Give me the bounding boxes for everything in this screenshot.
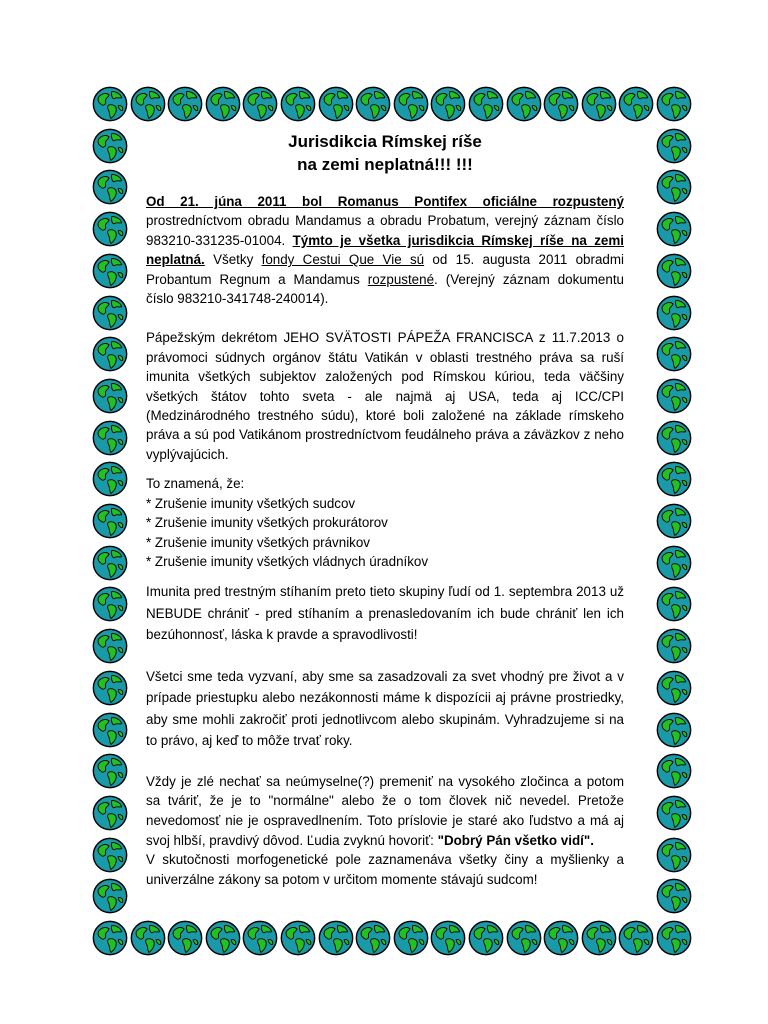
globe-icon	[318, 86, 354, 122]
globe-icon	[130, 920, 166, 956]
globe-icon	[355, 86, 391, 122]
globe-icon	[656, 378, 692, 414]
globe-icon	[656, 211, 692, 247]
morphogenetic-text: V skutočnosti morfogenetické pole zaznamenáva všetky činy a myšlienky a univerzálne zákony sa potom v určitom momente stávajú sudcom!	[146, 852, 624, 887]
globe-icon	[318, 920, 354, 956]
globe-icon	[430, 920, 466, 956]
funds-cestui-que-vie: fondy Cestui Que Vie sú	[261, 252, 425, 268]
globe-icon	[242, 86, 278, 122]
globe-icon	[506, 86, 542, 122]
globe-icon	[92, 920, 128, 956]
list-intro: To znamená, že:	[146, 476, 245, 492]
globe-icon	[656, 837, 692, 873]
paragraph-immunity: Imunita pred trestným stíhaním preto tieto skupiny ľudí od 1. septembra 2013 už NEBUDE chrániť - pred stíhaním a prenasledovaním ich bude chrániť len ich bezúhonnosť, láska k pravde a spravodlivosti!	[146, 584, 624, 643]
globe-icon	[92, 586, 128, 622]
globe-icon	[205, 920, 241, 956]
globe-icon	[92, 712, 128, 748]
globe-icon	[618, 86, 654, 122]
ritual-record-text: prostredníctvom obradu Mandamus a obradu Probatum, verejný záznam číslo 983210-331235-01004.	[146, 213, 624, 248]
paragraph-dissolution	[146, 192, 624, 308]
dissolved-word: rozpustené	[367, 271, 435, 287]
globe-icon	[618, 920, 654, 956]
globe-icon	[393, 920, 429, 956]
globe-icon	[543, 86, 579, 122]
list-item: * Zrušenie imunity všetkých prokurátorov	[146, 515, 388, 531]
globe-icon	[656, 628, 692, 664]
title-line-2: na zemi neplatná!!! !!!	[297, 155, 473, 174]
globe-icon	[167, 920, 203, 956]
globe-icon	[280, 920, 316, 956]
globe-icon	[656, 795, 692, 831]
globe-icon	[130, 86, 166, 122]
globe-icon	[92, 461, 128, 497]
globe-icon	[656, 503, 692, 539]
globe-icon	[92, 878, 128, 914]
globe-icon	[656, 169, 692, 205]
paragraph-papal-decree: Pápežským dekrétom JEHO SVÄTOSTI PÁPEŽA FRANCISCA z 11.7.2013 o právomoci súdnych orgánov štátu Vatikán v oblasti trestného práva sa ruší imunita všetkých subjektov založených pod Rímskou kúriou, teda väčšiny všetkých štátov tohto sveta - ale najmä aj USA, teda aj ICC/CPI (Medzinárodného trestného súdu), ktoré boli založené na základe rímskeho práva a sú pod Vatikánom prostredníctvom feudálneho práva a záväzkov z neho vyplývajúcich.	[146, 330, 624, 462]
globe-icon	[506, 920, 542, 956]
list-item: * Zrušenie imunity všetkých vládnych úradníkov	[146, 553, 429, 569]
globe-icon	[92, 295, 128, 331]
globe-icon	[92, 378, 128, 414]
globe-icon	[656, 545, 692, 581]
globe-icon	[92, 795, 128, 831]
globe-icon	[656, 878, 692, 914]
document-body	[146, 130, 624, 889]
globe-icon	[430, 86, 466, 122]
document-title	[146, 130, 624, 176]
dissolution-statement: Od 21. júna 2011 bol Romanus Pontifex oficiálne rozpustený	[146, 194, 624, 209]
globe-icon	[656, 753, 692, 789]
globe-icon	[468, 86, 504, 122]
globe-icon	[242, 920, 278, 956]
globe-icon	[656, 253, 692, 289]
globe-icon	[656, 86, 692, 122]
globe-icon	[92, 169, 128, 205]
globe-icon	[280, 86, 316, 122]
saying-quote: "Dobrý Pán všetko vidí".	[437, 832, 594, 848]
globe-icon	[656, 670, 692, 706]
immunity-list	[146, 474, 624, 571]
globe-icon	[92, 211, 128, 247]
globe-icon	[581, 920, 617, 956]
globe-icon	[92, 503, 128, 539]
globe-icon	[581, 86, 617, 122]
globe-icon	[92, 420, 128, 456]
globe-icon	[92, 336, 128, 372]
ignorance-text: Vždy je zlé nechať sa neúmyselne(?) premeniť na vysokého zločinca a potom sa tváriť, že je to "normálne" alebo že o tom človek nič nevedel. Pretože nevedomosť nie je ospravedlnením. Toto príslovie je staré ako ľudstvo a má aj svoj hlbší, pravdivý dôvod. Ľudia zvyknú hovoriť:	[146, 773, 624, 848]
globe-icon	[355, 920, 391, 956]
globe-icon	[656, 128, 692, 164]
globe-icon	[656, 586, 692, 622]
title-line-1: Jurisdikcia Rímskej ríše	[288, 132, 482, 151]
globe-icon	[205, 86, 241, 122]
list-item: * Zrušenie imunity všetkých právnikov	[146, 534, 371, 550]
globe-icon	[92, 86, 128, 122]
globe-icon	[656, 461, 692, 497]
globe-icon	[92, 670, 128, 706]
globe-icon	[92, 545, 128, 581]
globe-icon	[468, 920, 504, 956]
globe-icon	[656, 295, 692, 331]
paragraph-call-to-action: Všetci sme teda vyzvaní, aby sme sa zasadzovali za svet vhodný pre život a v prípade priestupku alebo nezákonnosti máme k dispozícii aj právne prostriedky, aby sme mohli zakročiť proti jednotlivcom alebo skupinám. Vyhradzujeme si na to právo, aj keď to môže trvať roky.	[146, 668, 624, 749]
jurisdiction-void-statement: Týmto je všetka jurisdikcia Rímskej ríše na zemi neplatná.	[146, 232, 624, 268]
globe-icon	[656, 920, 692, 956]
globe-icon	[92, 628, 128, 664]
funds-text-prefix: Všetky	[204, 252, 262, 268]
globe-icon	[393, 86, 429, 122]
globe-icon	[543, 920, 579, 956]
list-item: * Zrušenie imunity všetkých sudcov	[146, 495, 356, 511]
globe-icon	[92, 753, 128, 789]
globe-icon	[92, 128, 128, 164]
globe-icon	[167, 86, 203, 122]
globe-icon	[656, 712, 692, 748]
paragraph-ignorance	[146, 772, 624, 890]
globe-icon	[656, 420, 692, 456]
globe-icon	[656, 336, 692, 372]
globe-icon	[92, 253, 128, 289]
record-number-text: . (Verejný záznam dokumentu číslo 983210-341748-240014).	[146, 271, 624, 307]
funds-text-middle: od 15. augusta 2011 obradmi Probantum Regnum a Mandamus	[146, 252, 624, 287]
globe-icon	[92, 837, 128, 873]
